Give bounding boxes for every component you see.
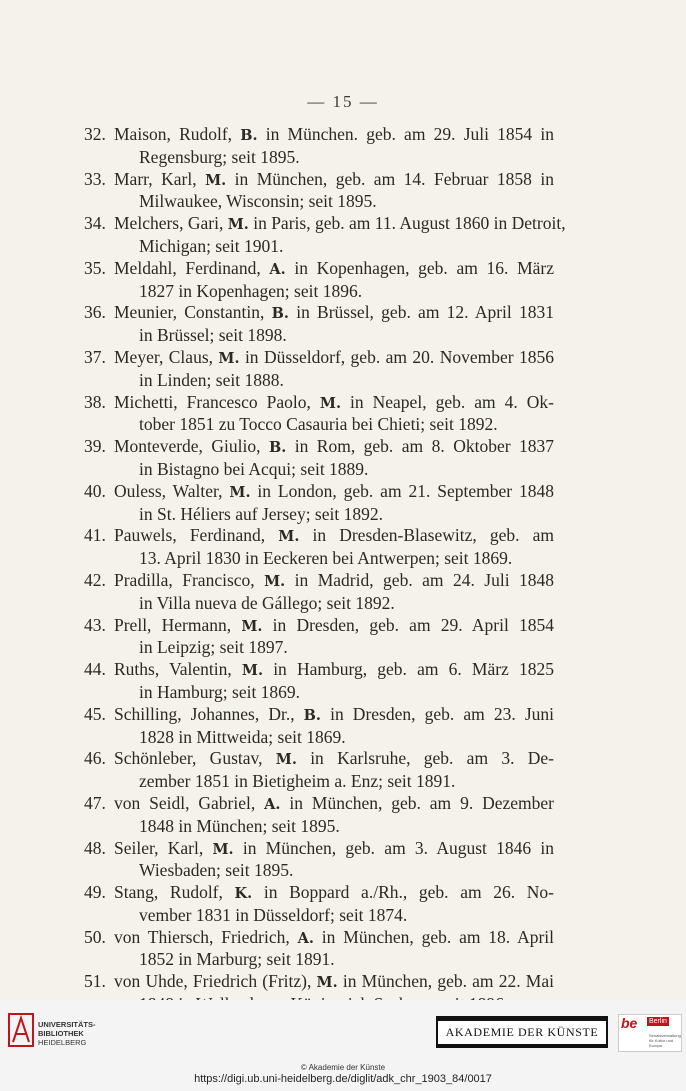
entry-details: in München, geb. am 22. Mai — [337, 971, 554, 992]
entry-number: 47. — [84, 792, 106, 813]
entry-number: 39. — [84, 436, 106, 457]
entry-details: in Kopenhagen, geb. am 16. März — [285, 257, 555, 278]
entry-first-line — [114, 971, 554, 994]
entry-continuation: Milwaukee, Wisconsin; seit 1895. — [139, 191, 377, 212]
entry-continuation: in Brüssel; seit 1898. — [139, 325, 287, 346]
list-item — [84, 570, 554, 615]
entry-category: M. — [278, 528, 300, 546]
entry-category: A. — [269, 260, 286, 278]
list-item — [84, 748, 554, 793]
entry-details: in München. geb. am 29. Juli 1854 in — [257, 124, 554, 144]
entry-number: 34. — [84, 213, 106, 234]
entry-first-line — [114, 748, 554, 771]
entry-category: B. — [271, 305, 289, 323]
entry-number: 32. — [84, 124, 106, 144]
entry-category: B. — [303, 706, 321, 724]
permalink-url[interactable]: https://digi.ub.uni-heidelberg.de/diglit/adk_chr_1903_84/0017 — [194, 1073, 492, 1085]
entry-number: 37. — [84, 346, 106, 367]
entry-number: 33. — [84, 168, 106, 189]
entry-number: 44. — [84, 659, 106, 680]
entry-continuation: 1827 in Kopenhagen; seit 1896. — [139, 280, 363, 301]
entry-name: Schönleber, Gustav, — [114, 748, 276, 769]
entry-number: 43. — [84, 614, 106, 635]
entry-continuation: 1852 in Marburg; seit 1891. — [139, 949, 335, 970]
entry-name: Pauwels, Ferdinand, — [114, 525, 279, 546]
entry-category: M. — [316, 974, 338, 992]
uni-name-line3: HEIDELBERG — [38, 1038, 87, 1047]
list-item — [84, 302, 554, 347]
entry-details: in München, geb. am 14. Februar 1858 in — [226, 168, 554, 189]
list-item — [84, 481, 554, 526]
entry-details: in Dresden, geb. am 29. April 1854 — [262, 614, 555, 635]
entry-details: in London, geb. am 21. September 1848 — [250, 480, 554, 501]
entry-category: M. — [212, 840, 234, 858]
entry-category: M. — [319, 394, 341, 412]
entry-category: M. — [218, 349, 240, 367]
entry-first-line — [114, 793, 554, 816]
list-item — [84, 258, 554, 303]
list-item — [84, 615, 554, 660]
entry-name: Schilling, Johannes, Dr., — [114, 703, 304, 724]
entry-details: in Boppard a./Rh., geb. am 26. No- — [252, 882, 554, 903]
entry-first-line — [114, 436, 554, 459]
entry-continuation: Michigan; seit 1901. — [139, 235, 284, 256]
entry-name: Meldahl, Ferdinand, — [114, 257, 270, 278]
entry-continuation: in Linden; seit 1888. — [139, 369, 284, 390]
entry-category: A. — [297, 929, 314, 947]
entry-details: in Neapel, geb. am 4. Ok- — [341, 391, 554, 412]
entry-details: in Dresden-Blasewitz, geb. am — [299, 525, 554, 546]
list-item — [84, 525, 554, 570]
entry-first-line — [114, 525, 554, 548]
list-item — [84, 882, 554, 927]
entry-category: A. — [264, 795, 281, 813]
university-library-logo-icon[interactable] — [8, 1012, 34, 1048]
entry-continuation: vember 1831 in Düsseldorf; seit 1874. — [139, 904, 408, 925]
entry-number: 40. — [84, 480, 106, 501]
list-item — [84, 169, 554, 214]
entry-name: Melchers, Gari, — [114, 213, 228, 234]
entry-details: in Dresden, geb. am 23. Juni — [320, 703, 554, 724]
entry-details: in Karlsruhe, geb. am 3. De- — [296, 748, 554, 769]
entry-continuation: in Villa nueva de Gállego; seit 1892. — [139, 592, 395, 613]
entry-continuation: Wiesbaden; seit 1895. — [139, 860, 294, 881]
uni-name-line1: UNIVERSITÄTS- — [38, 1020, 96, 1029]
entry-name: Monteverde, Giulio, — [114, 436, 269, 457]
entry-name: Stang, Rudolf, — [114, 882, 235, 903]
list-item — [84, 392, 554, 437]
entry-category: M. — [264, 572, 286, 590]
entry-details: in Brüssel, geb. am 12. April 1831 — [288, 302, 555, 323]
entry-first-line — [114, 392, 554, 415]
entry-details: in München, geb. am 9. Dezember — [280, 792, 554, 813]
entry-continuation: in Bistagno bei Acqui; seit 1889. — [139, 458, 369, 479]
entry-details: in Paris, geb. am 11. August 1860 in Detroit, — [248, 213, 566, 234]
entry-name: Ruths, Valentin, — [114, 659, 242, 680]
entry-first-line — [114, 927, 554, 950]
entry-continuation: 13. April 1830 in Eeckeren bei Antwerpen; seit 1869. — [139, 548, 513, 569]
entry-first-line — [114, 704, 554, 727]
entry-name: Seiler, Karl, — [114, 837, 213, 858]
berlin-label: Berlin — [649, 1018, 667, 1025]
member-list — [84, 124, 566, 1016]
entry-first-line — [114, 481, 554, 504]
entry-number: 38. — [84, 391, 106, 412]
entry-category: M. — [241, 662, 264, 680]
entry-continuation: Regensburg; seit 1895. — [139, 146, 300, 167]
entry-name: Marr, Karl, — [114, 168, 206, 189]
entry-continuation: 1828 in Mittweida; seit 1869. — [139, 726, 346, 747]
entry-number: 35. — [84, 257, 106, 278]
entry-number: 42. — [84, 569, 106, 590]
entry-first-line — [114, 169, 554, 192]
entry-category: M. — [227, 216, 249, 234]
entry-first-line — [114, 302, 554, 325]
berlin-be-mark: be — [621, 1015, 638, 1031]
entry-continuation: tober 1851 zu Tocco Casauria bei Chieti; seit 1892. — [139, 414, 498, 435]
entry-category: M. — [205, 171, 227, 189]
entry-first-line — [114, 882, 554, 905]
list-item — [84, 436, 554, 481]
list-item — [84, 838, 554, 883]
entry-name: Maison, Rudolf, — [114, 124, 241, 144]
entry-name: Meyer, Claus, — [114, 346, 219, 367]
entry-number: 50. — [84, 926, 106, 947]
entry-category: M. — [229, 483, 251, 501]
entry-category: B. — [268, 439, 287, 457]
berlin-subtitle: Senatsverwaltung für Kultur und Europa — [649, 1033, 681, 1048]
entry-first-line — [114, 615, 554, 638]
list-item — [84, 347, 554, 392]
entry-name: Meunier, Constantin, — [114, 302, 272, 323]
entry-number: 36. — [84, 302, 106, 323]
entry-name: Pradilla, Francisco, — [114, 569, 265, 590]
entry-name: von Seidl, Gabriel, — [114, 792, 265, 813]
entry-continuation: 1848 in München; seit 1895. — [139, 815, 340, 836]
entry-name: Michetti, Francesco Paolo, — [114, 391, 320, 412]
entry-first-line — [114, 124, 554, 147]
entry-number: 51. — [84, 971, 106, 992]
entry-category: M. — [275, 751, 297, 769]
entry-continuation: in Hamburg; seit 1869. — [139, 681, 301, 702]
entry-number: 46. — [84, 748, 106, 769]
list-item — [84, 124, 554, 169]
entry-number: 48. — [84, 837, 106, 858]
entry-first-line — [114, 213, 566, 236]
entry-name: von Thiersch, Friedrich, — [114, 926, 298, 947]
entry-name: von Uhde, Friedrich (Fritz), — [114, 971, 317, 992]
list-item — [84, 927, 554, 972]
entry-name: Prell, Hermann, — [114, 614, 242, 635]
entry-number: 41. — [84, 525, 106, 546]
entry-details: in Madrid, geb. am 24. Juli 1848 — [285, 569, 555, 590]
entry-number: 49. — [84, 882, 106, 903]
entry-first-line — [114, 838, 554, 861]
uni-name-line2: BIBLIOTHEK — [38, 1029, 84, 1038]
entry-details: in Hamburg, geb. am 6. März 1825 — [263, 659, 554, 680]
entry-category: B. — [240, 127, 258, 144]
entry-first-line — [114, 258, 554, 281]
copyright-notice: © Akademie der Künste — [300, 1063, 386, 1072]
akademie-logo[interactable] — [436, 1016, 608, 1048]
entry-details: in Rom, geb. am 8. Oktober 1837 — [286, 436, 554, 457]
entry-first-line — [114, 570, 554, 593]
list-item — [84, 704, 554, 749]
entry-details: in München, geb. am 18. April — [313, 926, 555, 947]
list-item — [84, 213, 566, 258]
entry-first-line — [114, 659, 554, 682]
akademie-label: AKADEMIE DER KÜNSTE — [438, 1021, 607, 1044]
entry-category: M. — [241, 617, 263, 635]
berlin-logo[interactable] — [618, 1014, 682, 1052]
university-library-name — [38, 1020, 96, 1047]
entry-continuation: in St. Héliers auf Jersey; seit 1892. — [139, 503, 383, 524]
entry-category: K. — [234, 885, 253, 903]
list-item — [84, 659, 554, 704]
page-number: — 15 — — [307, 92, 379, 111]
entry-details: in Düsseldorf, geb. am 20. November 1856 — [239, 346, 554, 367]
entry-continuation: zember 1851 in Bietigheim a. Enz; seit 1891. — [139, 771, 456, 792]
entry-name: Ouless, Walter, — [114, 480, 230, 501]
entry-number: 45. — [84, 703, 106, 724]
list-item — [84, 793, 554, 838]
entry-continuation: in Leipzig; seit 1897. — [139, 637, 288, 658]
entry-first-line — [114, 347, 554, 370]
entry-details: in München, geb. am 3. August 1846 in — [233, 837, 555, 858]
